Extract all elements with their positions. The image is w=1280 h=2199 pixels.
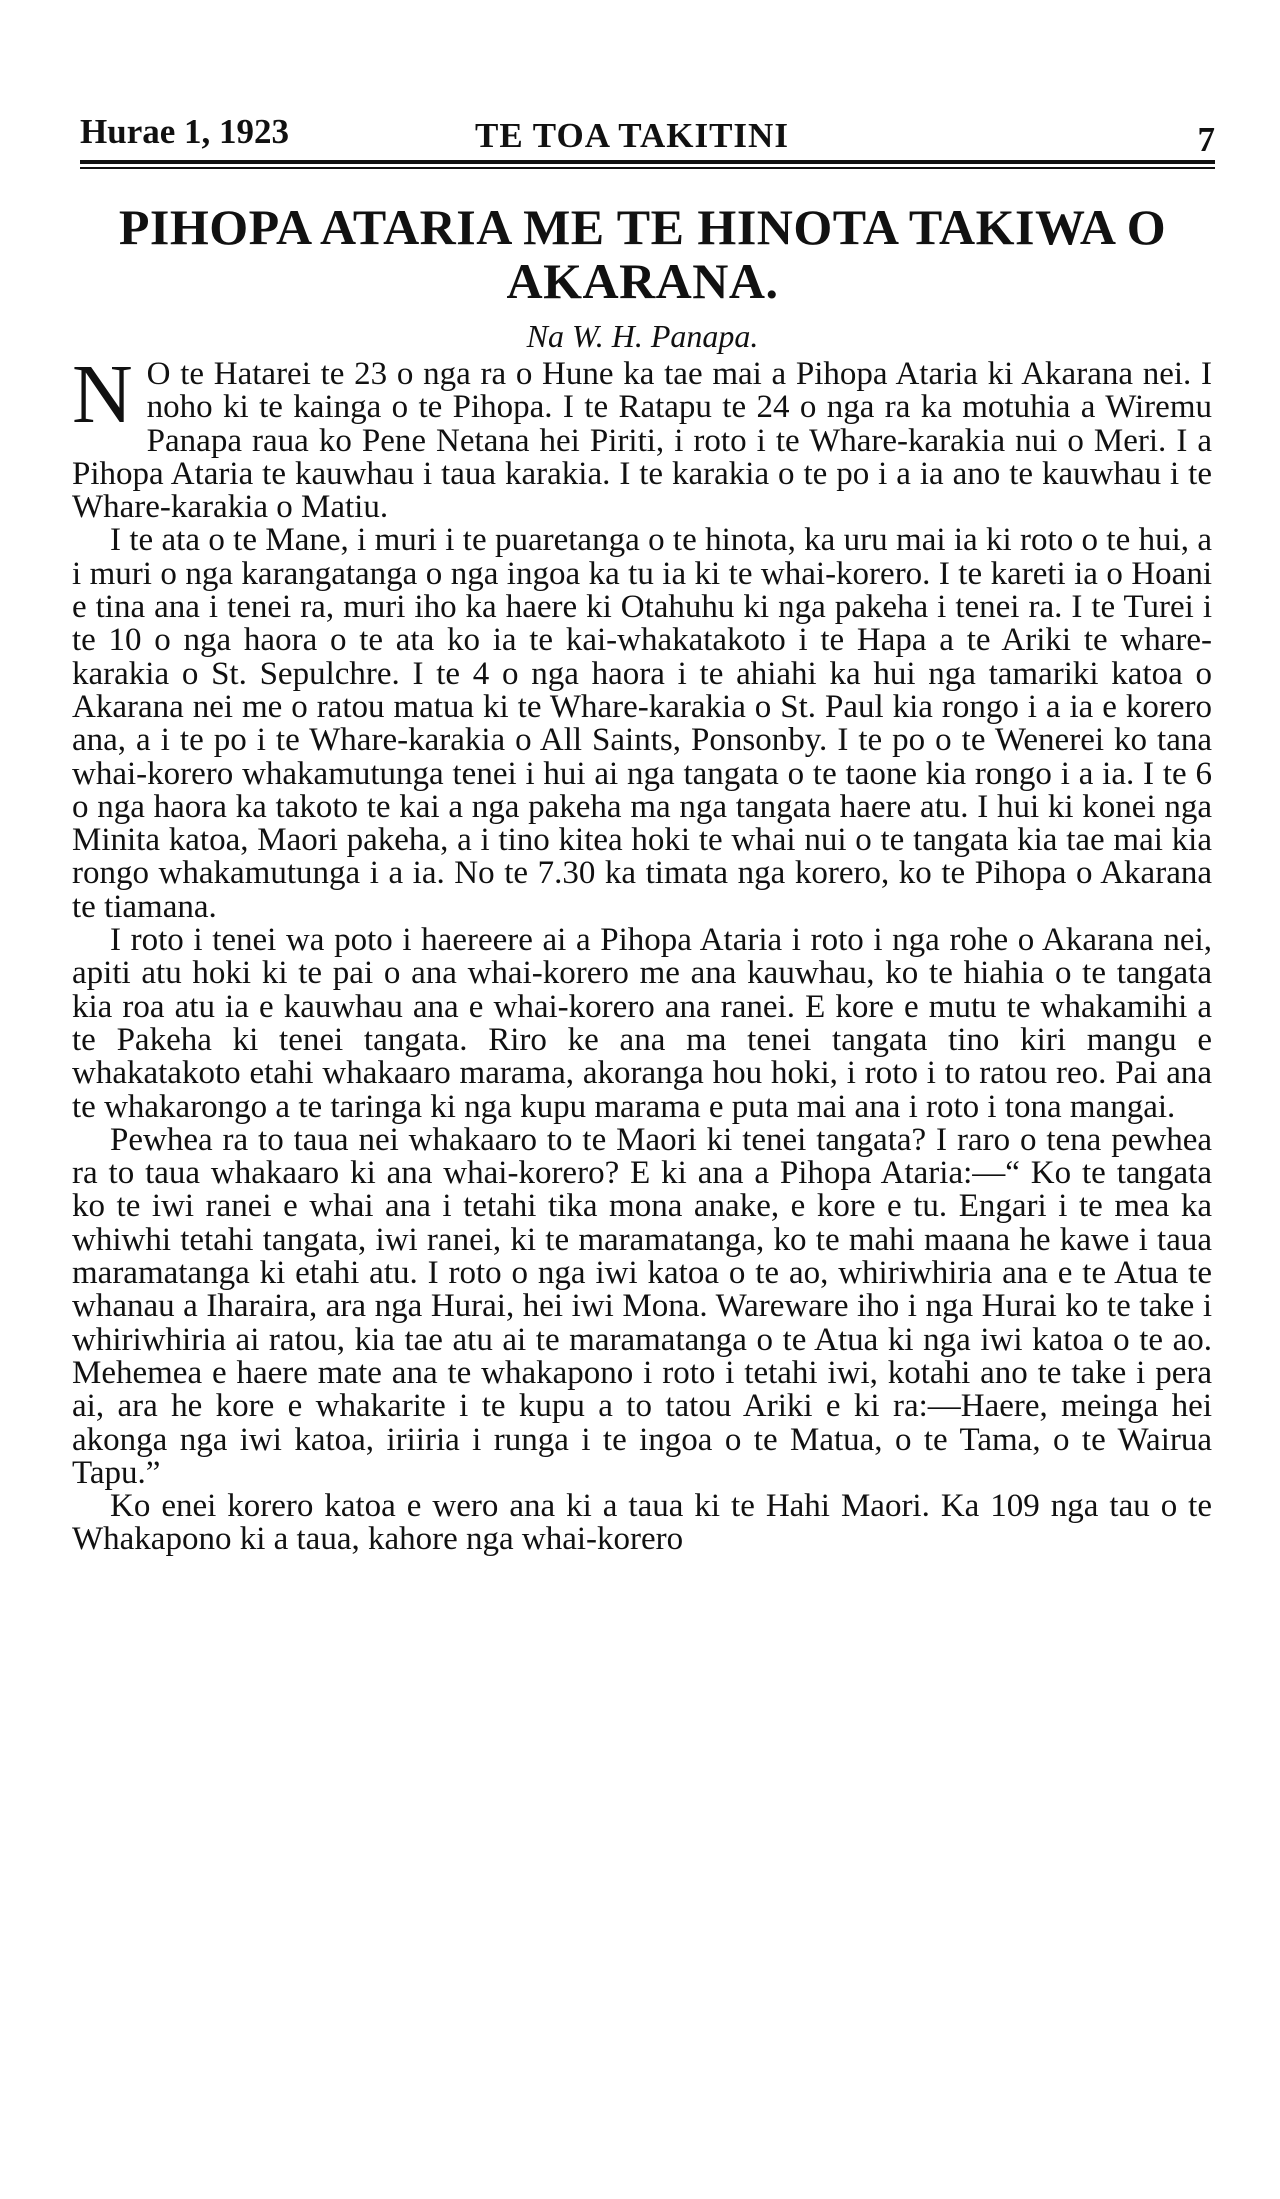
newspaper-page	[70, 0, 1215, 2199]
article-body	[72, 348, 1212, 1558]
header-rule-thin	[80, 167, 1215, 169]
article-paragraph: I roto i tenei wa poto i haereere ai a Pihopa Ataria i roto i nga rohe o Akarana nei, apiti atu hoki ki te pai o ana whai-korero me ana kauwhau, ko te hiahia o te tangata kia roa atu ia e kauwhau ana e whai-korero ana ranei. E kore e mutu te whakamihi a te Pakeha ki tenei tangata. Riro ke ana ma tenei tangata tino kiri mangu e whakatakoto etahi whakaaro marama, akoranga hou hoki, i roto i to ratou reo. Pai ana te whakarongo a te taringa ki nga kupu marama e puta mai ana i roto i tona mangai.	[72, 922, 1212, 1125]
article-title: PIHOPA ATARIA ME TE HINOTA TAKIWA O AKARANA.	[118, 199, 1167, 309]
article-paragraph: Pewhea ra to taua nei whakaaro to te Maori ki tenei tangata? I raro o tena pewhea ra to taua whakaaro ki ana whai-korero? E ki ana a Pihopa Ataria:—“ Ko te tangata ko te iwi ranei e whai ana i tetahi tika mona anake, e kore e tu. Engari i te mea ka whiwhi tetahi tangata, iwi ranei, ki te maramatanga, ko te mahi maana he kawe i taua maramatanga ki etahi atu. I roto o nga iwi katoa o te ao, whiriwhiria ana e te Atua te whanau a Iharaira, ara nga Hurai, hei iwi Mona. Wareware iho i nga Hurai ko te take i whiriwhiria ai ratou, kia tae atu ai te maramatanga o te Atua ki nga iwi katoa o te ao. Mehemea e haere mate ana te whakapono i roto i tetahi iwi, kotahi ano te take i pera ai, ara he kore e whakarite i te kupu a to tatou Ariki e ki ra:—Haere, meinga hei akonga nga iwi katoa, iriiria i runga i te ingoa o te Matua, o te Tama, o te Wairua Tapu.”	[72, 1121, 1212, 1491]
publication-title: TE TOA TAKITINI	[475, 116, 789, 155]
header-date: Hurae 1, 1923	[80, 112, 290, 151]
article-paragraph: Ko enei korero katoa e wero ana ki a taua ki te Hahi Maori. Ka 109 nga tau o te Whakapono ki a taua, kahore nga whai-korero	[72, 1488, 1212, 1558]
page-number: 7	[1197, 120, 1215, 159]
drop-cap: N	[72, 348, 133, 441]
page-header	[80, 112, 1215, 158]
article-paragraph	[72, 348, 1212, 526]
article-paragraph: I te ata o te Mane, i muri i te puaretanga o te hinota, ka uru mai ia ki roto o te hui, a i muri o nga karangatanga o nga ingoa ka tu ia ki te whai-korero. I te kareti ia o Hoani e tina ana i tenei ra, muri iho ka haere ki Otahuhu ki nga pakeha i tenei ra. I te Turei i te 10 o nga haora o te ata ko ia te kai-whakatakoto i te Hapa a te Ariki te whare-karakia o St. Sepulchre. I te 4 o nga haora i te ahiahi ka hui nga tamariki katoa o Akarana nei me o ratou matua ki te Whare-karakia o St. Paul kia rongo i a ia e korero ana, a i te po i te Whare-karakia o All Saints, Ponsonby. I te po o te Wenerei ko tana whai-korero whakamutunga tenei i hui ai nga tangata o te taone kia rongo i a ia. I te 6 o nga haora ka takoto te kai a nga pakeha ma nga tangata haere atu. I hui ki konei nga Minita katoa, Maori pakeha, a i tino kitea hoki te whai nui o te tangata kia tae mai kia rongo whakamutunga i a ia. No te 7.30 ka timata nga korero, ko te Pihopa o Akarana te tiamana.	[72, 522, 1212, 925]
article-byline: Na W. H. Panapa.	[526, 318, 759, 354]
header-rule-thick	[80, 160, 1215, 164]
paragraph-text: O te Hatarei te 23 o nga ra o Hune ka tae mai a Pihopa Ataria ki Akarana nei. I noho ki te kainga o te Pihopa. I te Ratapu te 24 o nga ra ka motuhia a Wiremu Panapa raua ko Pene Netana hei Piriti, i roto i te Whare-karakia nui o Meri. I a Pihopa Ataria te kauwhau i taua karakia. I te karakia o te po i a ia ano te kauwhau i te Whare-karakia o Matiu.	[72, 356, 1212, 526]
